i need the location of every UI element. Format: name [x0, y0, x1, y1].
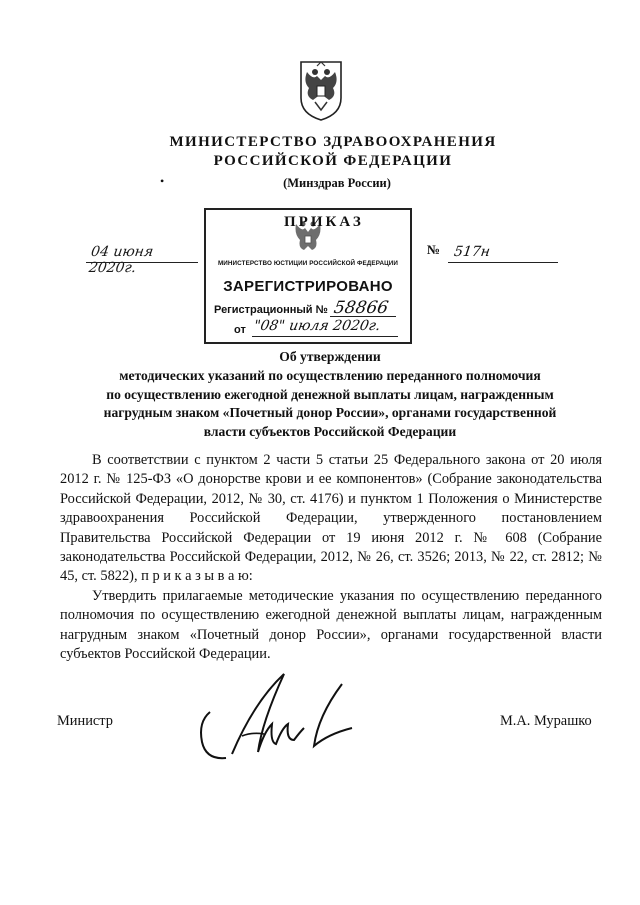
- order-number-underline: [448, 262, 558, 263]
- body-paragraph: В соответствии с пунктом 2 части 5 статьи 25 Федерального закона от 20 июля 2012 г. № 125-ФЗ «О донорстве крови и ее компонентов» (Собрание законодательства Российской Федерации, 2012, № 30, ст. 4176) и пунктом 1 Положения о Министерстве здравоохранения Российской Федерации, утвержденного постановлением Правительства Российской Федерации от 19 июня 2012 г. № 608 (Собрание законодательства Российской Федерации, 2012, № 26, ст. 3526; 2013, № 22, ст. 2812; № 45, ст. 5822), п р и к а з ы в а ю:: [60, 452, 602, 585]
- order-date-underline: [86, 262, 198, 263]
- stamp-date-value: "08" июля 2020г.: [252, 318, 382, 334]
- ministry-name-line1: МИНИСТЕРСТВО ЗДРАВООХРАНЕНИЯ: [169, 134, 497, 150]
- document-title: [60, 348, 600, 442]
- order-number: 517н: [452, 244, 492, 260]
- stray-dot: •: [160, 174, 165, 188]
- title-line: нагрудным знаком «Почетный донор России», органами государственной: [103, 405, 557, 421]
- ministry-name-line2: РОССИЙСКОЙ ФЕДЕРАЦИИ: [213, 153, 453, 169]
- coat-of-arms-icon: [293, 58, 349, 124]
- handwritten-signature-icon: [192, 662, 362, 772]
- signatory-name: М.А. Мурашко: [500, 713, 592, 729]
- stamp-date-underline: [252, 336, 398, 337]
- title-line: методических указаний по осуществлению переданного полномочия: [119, 367, 541, 383]
- ministry-short-name: (Минздрав России): [283, 176, 391, 190]
- title-line: Об утверждении: [279, 349, 381, 364]
- stamp-reg-underline: [330, 316, 396, 317]
- document-type: ПРИКАЗ: [284, 214, 364, 230]
- title-line: власти субъектов Российской Федерации: [203, 424, 457, 440]
- title-line: по осуществлению ежегодной денежной выплаты лицам, награжденным: [106, 386, 554, 402]
- order-date: 04 июня 2020г.: [87, 244, 155, 276]
- signatory-role: Министр: [57, 713, 113, 729]
- stamp-status: ЗАРЕГИСТРИРОВАНО: [223, 278, 393, 295]
- stamp-reg-number: 58866: [332, 298, 390, 318]
- body-paragraph: Утвердить прилагаемые методические указания по осуществлению переданного полномочия по осуществлению ежегодной денежной выплаты лицам, награжденным нагрудным знаком «Почетный донор России», органами государственной власти субъектов Российской Федерации.: [60, 587, 602, 663]
- document-body: [60, 451, 602, 664]
- stamp-reg-label: Регистрационный №: [214, 304, 328, 316]
- stamp-organization: МИНИСТЕРСТВО ЮСТИЦИИ РОССИЙСКОЙ ФЕДЕРАЦИИ: [217, 260, 399, 267]
- order-number-sign: №: [427, 242, 441, 257]
- stamp-date-label: от: [234, 324, 246, 336]
